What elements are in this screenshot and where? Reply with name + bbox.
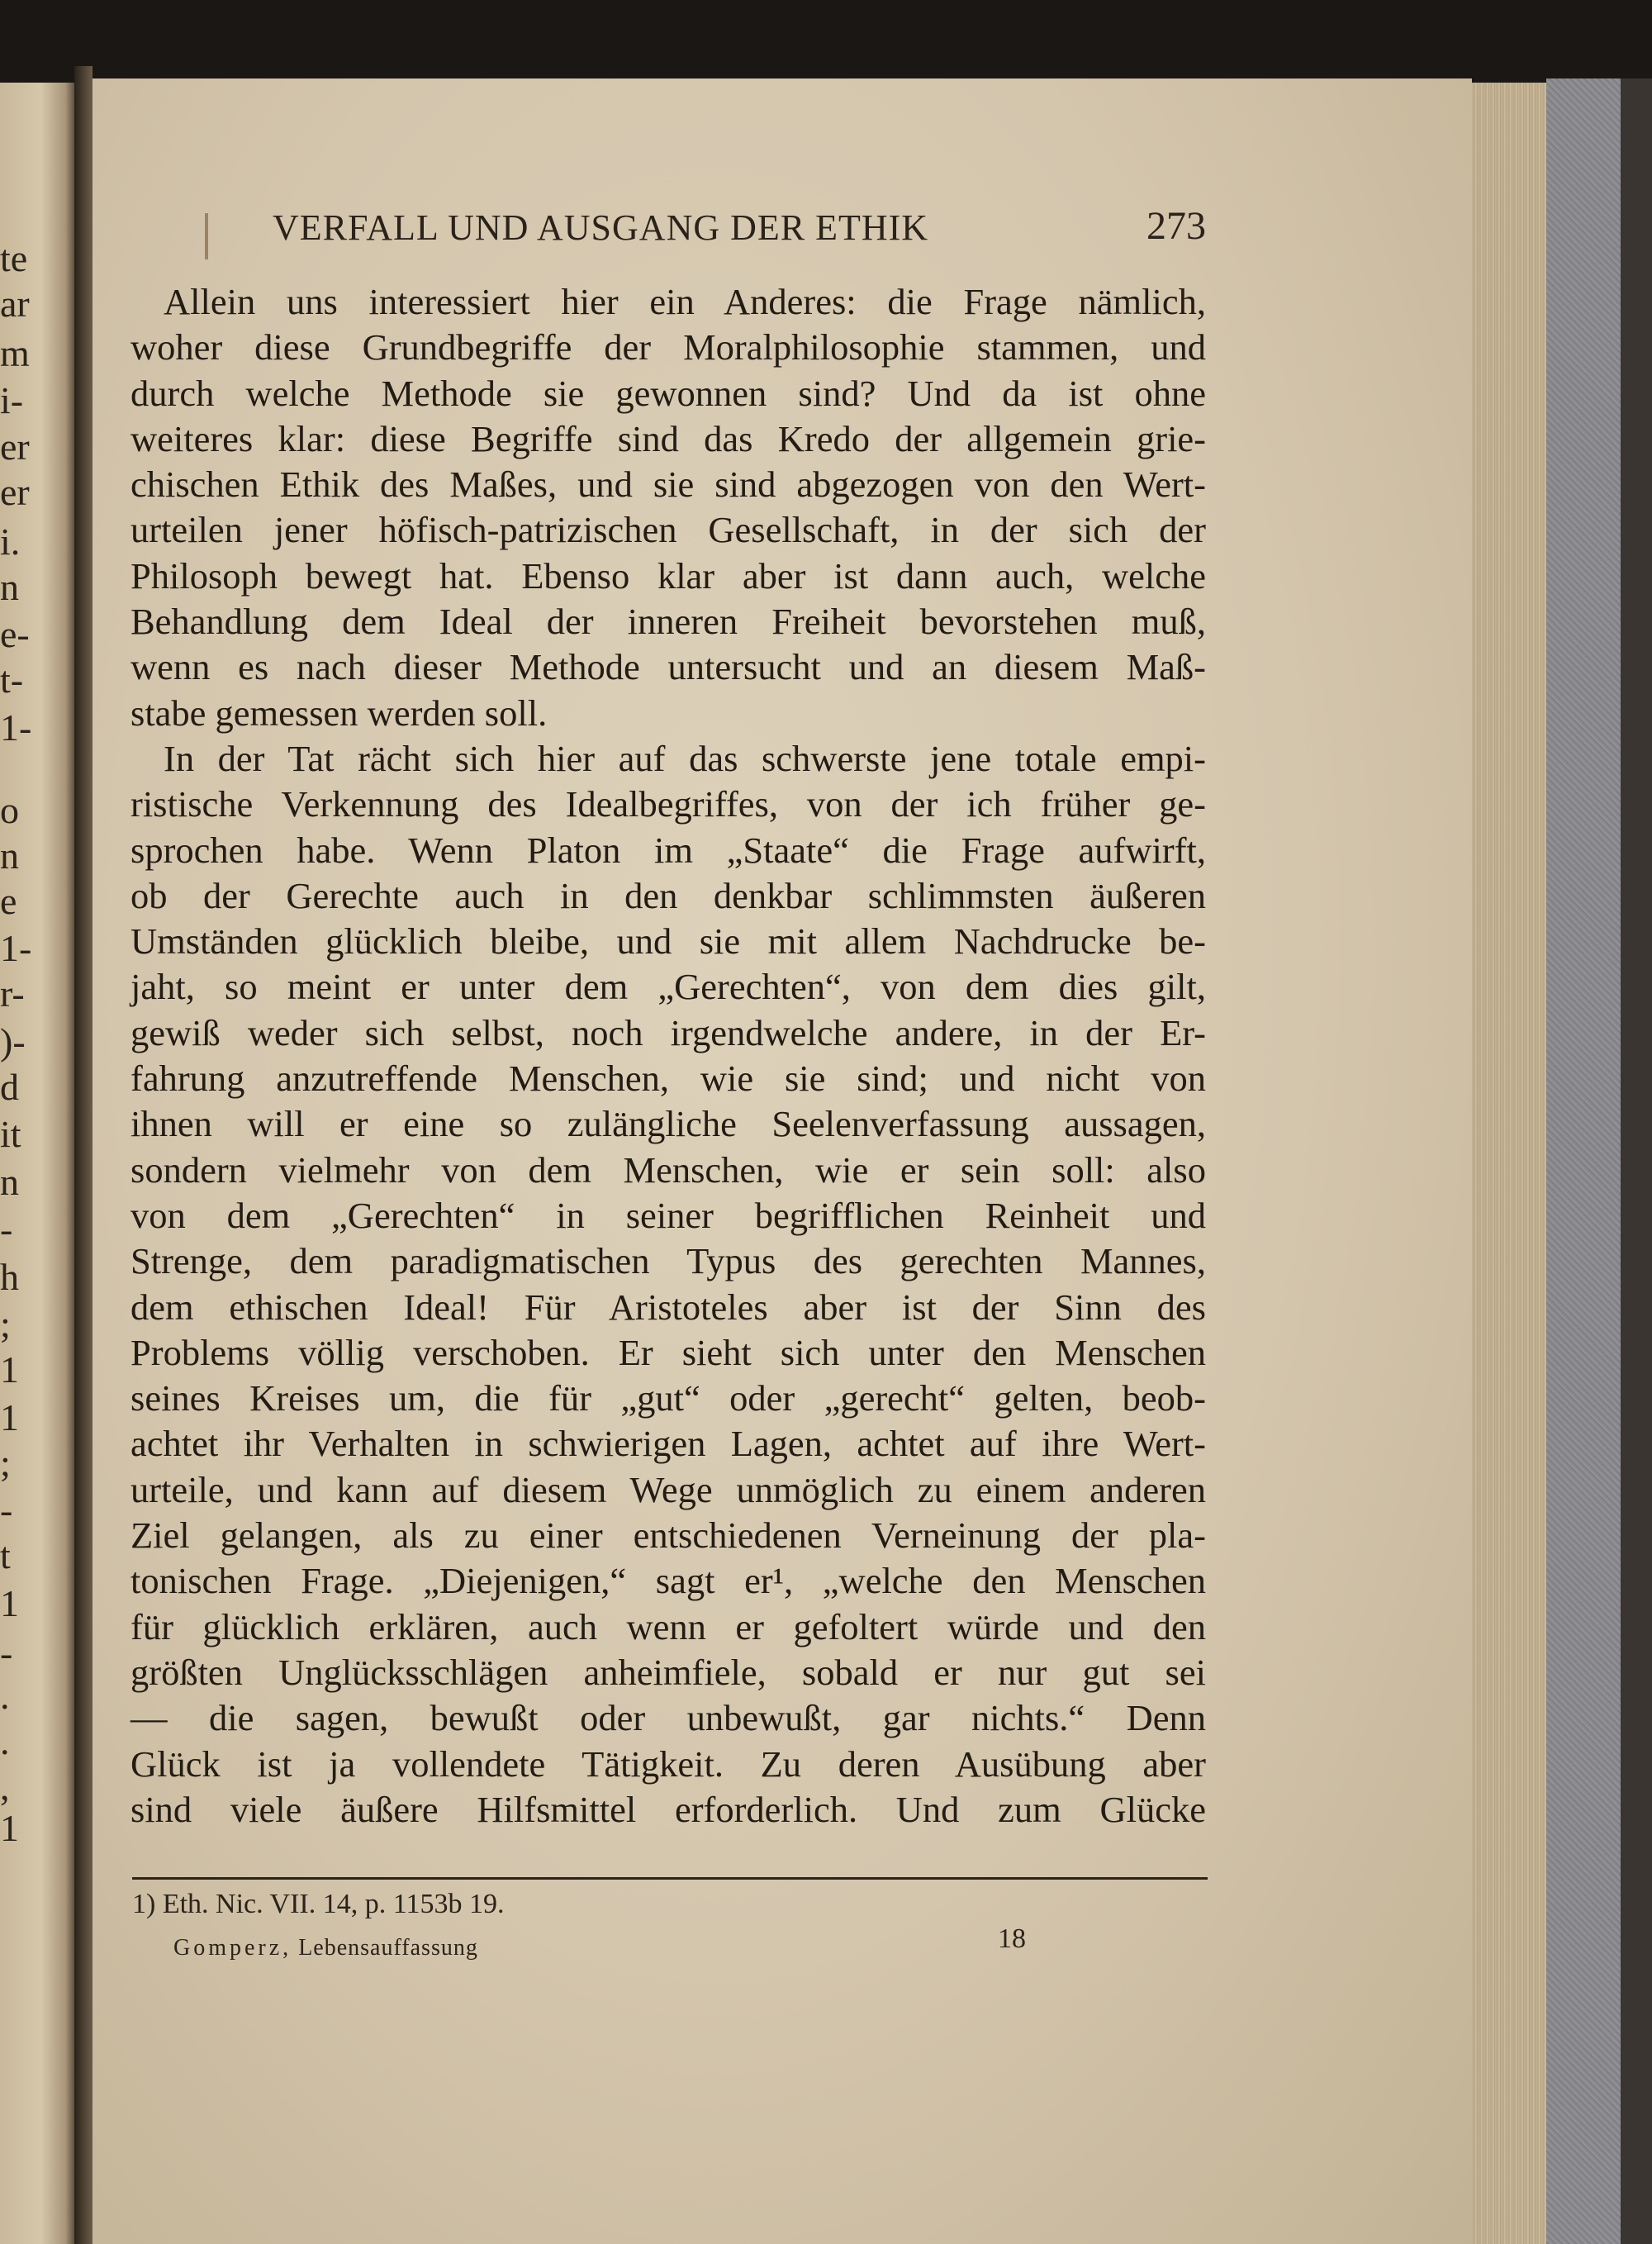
left-page-fragment: o <box>0 789 19 831</box>
text-line: Ziel gelangen, als zu einer entschiedenen Verneinung der pla- <box>131 1514 1206 1557</box>
text-line: stabe gemessen werden soll. <box>131 692 548 734</box>
signature-author: Gomperz, <box>173 1935 292 1961</box>
text-line: von dem „Gerechten“ in seiner begrifflichen Reinheit und <box>131 1194 1206 1236</box>
cover-shadow <box>1621 78 1652 2244</box>
text-line: dem ethischen Ideal! Für Aristoteles aber ist der Sinn des <box>131 1286 1206 1328</box>
left-page-fragment: e <box>0 880 17 922</box>
signature-line <box>173 1935 478 1961</box>
page-number: 273 <box>1146 204 1206 248</box>
footnote-marker: 1) <box>132 1889 156 1919</box>
text-line: größten Unglücksschlägen anheimfiele, sobald er nur gut sei <box>131 1651 1206 1693</box>
left-page-fragment: ar <box>0 283 30 325</box>
left-page-fragment: t <box>0 1534 11 1576</box>
signature-title: Lebensauffassung <box>298 1935 478 1961</box>
left-page-fragment: 1 <box>0 1582 19 1624</box>
text-line: ob der Gerechte auch in den denkbar schlimmsten äußeren <box>131 874 1206 916</box>
left-page-fragment: h <box>0 1256 19 1298</box>
left-page-fragment: ; <box>0 1442 11 1484</box>
text-line: Problems völlig verschoben. Er sieht sich unter den Menschen <box>131 1331 1206 1373</box>
text-line: achtet ihr Verhalten in schwierigen Lagen, achtet auf ihre Wert- <box>131 1423 1206 1465</box>
left-page-fragment: 1 <box>0 1348 19 1391</box>
left-page-fragment: 1- <box>0 927 32 969</box>
text-line: Umständen glücklich bleibe, und sie mit allem Nachdrucke be- <box>131 920 1206 963</box>
left-page-fragment: 1 <box>0 1807 19 1849</box>
text-line: ihnen will er eine so zulängliche Seelenverfassung aussagen, <box>131 1103 1206 1145</box>
page-block-edge <box>1472 83 1546 2244</box>
body-text <box>131 279 1206 1833</box>
left-page-edge <box>0 83 74 2244</box>
text-line: Glück ist ja vollendete Tätigkeit. Zu deren Ausübung aber <box>131 1742 1206 1785</box>
text-line: sind viele äußere Hilfsmittel erforderlich. Und zum Glücke <box>131 1788 1206 1830</box>
footnote-rule <box>132 1877 1208 1880</box>
left-page-fragment: m <box>0 332 30 374</box>
text-line: seines Kreises um, die für „gut“ oder „gerecht“ gelten, beob- <box>131 1377 1206 1419</box>
left-page-fragment: te <box>0 237 28 279</box>
left-page-fragment: n <box>0 566 19 608</box>
text-line: Allein uns interessiert hier ein Anderes: die Frage nämlich, <box>164 281 1206 322</box>
text-line: In der Tat rächt sich hier auf das schwerste jene totale empi- <box>164 737 1206 779</box>
page-header <box>273 204 1206 264</box>
left-page-fragment: it <box>0 1113 21 1155</box>
text-line: Philosoph bewegt hat. Ebenso klar aber ist dann auch, welche <box>131 554 1206 597</box>
footnote <box>132 1889 504 1920</box>
left-page-fragment: i. <box>0 521 21 563</box>
text-line: Strenge, dem paradigmatischen Typus des gerechten Mannes, <box>131 1240 1206 1282</box>
left-page-fragment: - <box>0 1208 13 1250</box>
left-page-fragment: t- <box>0 658 24 701</box>
left-page-fragment: er <box>0 471 30 513</box>
left-page-fragment: - <box>0 1489 13 1531</box>
left-page-fragment: , <box>0 1766 10 1808</box>
left-page-fragment: )- <box>0 1020 26 1063</box>
text-line: jaht, so meint er unter dem „Gerechten“, von dem dies gilt, <box>131 966 1206 1008</box>
left-page-fragment: d <box>0 1066 19 1108</box>
text-line: gewiß weder sich selbst, noch irgendwelche andere, in der Er- <box>131 1011 1206 1053</box>
text-line: Behandlung dem Ideal der inneren Freiheit bevorstehen muß, <box>131 601 1206 643</box>
left-page-fragment: er <box>0 426 30 468</box>
left-page-fragment: 1- <box>0 706 32 749</box>
left-page-fragment: - <box>0 1632 13 1674</box>
text-line: weiteres klar: diese Begriffe sind das Kredo der allgemein grie- <box>131 417 1206 459</box>
text-line: chischen Ethik des Maßes, und sie sind abgezogen von den Wert- <box>131 464 1206 506</box>
margin-mark <box>205 213 208 259</box>
running-head: VERFALL UND AUSGANG DER ETHIK <box>273 207 929 248</box>
text-line: urteile, und kann auf diesem Wege unmöglich zu einem anderen <box>131 1468 1206 1510</box>
text-line: wenn es nach dieser Methode untersucht und an diesem Maß- <box>131 646 1206 688</box>
left-page-fragment: n <box>0 1161 19 1203</box>
footnote-text: Eth. Nic. VII. 14, p. 1153b 19. <box>162 1889 505 1919</box>
left-page-fragment: n <box>0 834 19 877</box>
book-cover <box>1546 78 1621 2244</box>
left-page-fragment: e- <box>0 613 30 655</box>
book-gutter <box>74 66 93 2244</box>
left-page-fragment: ; <box>0 1303 11 1345</box>
text-line: fahrung anzutreffende Menschen, wie sie sind; und nicht von <box>131 1058 1206 1100</box>
text-line: sprochen habe. Wenn Platon im „Staate“ die Frage aufwirft, <box>131 829 1206 871</box>
left-page-fragment: . <box>0 1720 10 1762</box>
left-page-fragment: i- <box>0 379 24 421</box>
left-page-fragment: r- <box>0 972 25 1015</box>
left-page-fragment: . <box>0 1675 10 1717</box>
left-page-fragment: 1 <box>0 1396 19 1438</box>
text-line: — die sagen, bewußt oder unbewußt, gar nichts.“ Denn <box>131 1697 1206 1739</box>
text-line: woher diese Grundbegriffe der Moralphilosophie stammen, und <box>131 326 1206 368</box>
text-line: sondern vielmehr von dem Menschen, wie er sein soll: also <box>131 1148 1206 1191</box>
text-line: ristische Verkennung des Idealbegriffes, von der ich früher ge- <box>131 783 1206 825</box>
text-line: durch welche Methode sie gewonnen sind? Und da ist ohne <box>131 372 1206 414</box>
text-line: tonischen Frage. „Diejenigen,“ sagt er¹, „welche den Menschen <box>131 1560 1206 1602</box>
text-line: urteilen jener höfisch-patrizischen Gesellschaft, in der sich der <box>131 509 1206 551</box>
text-line: für glücklich erklären, auch wenn er gefoltert würde und den <box>131 1605 1206 1647</box>
signature-number: 18 <box>998 1923 1026 1954</box>
